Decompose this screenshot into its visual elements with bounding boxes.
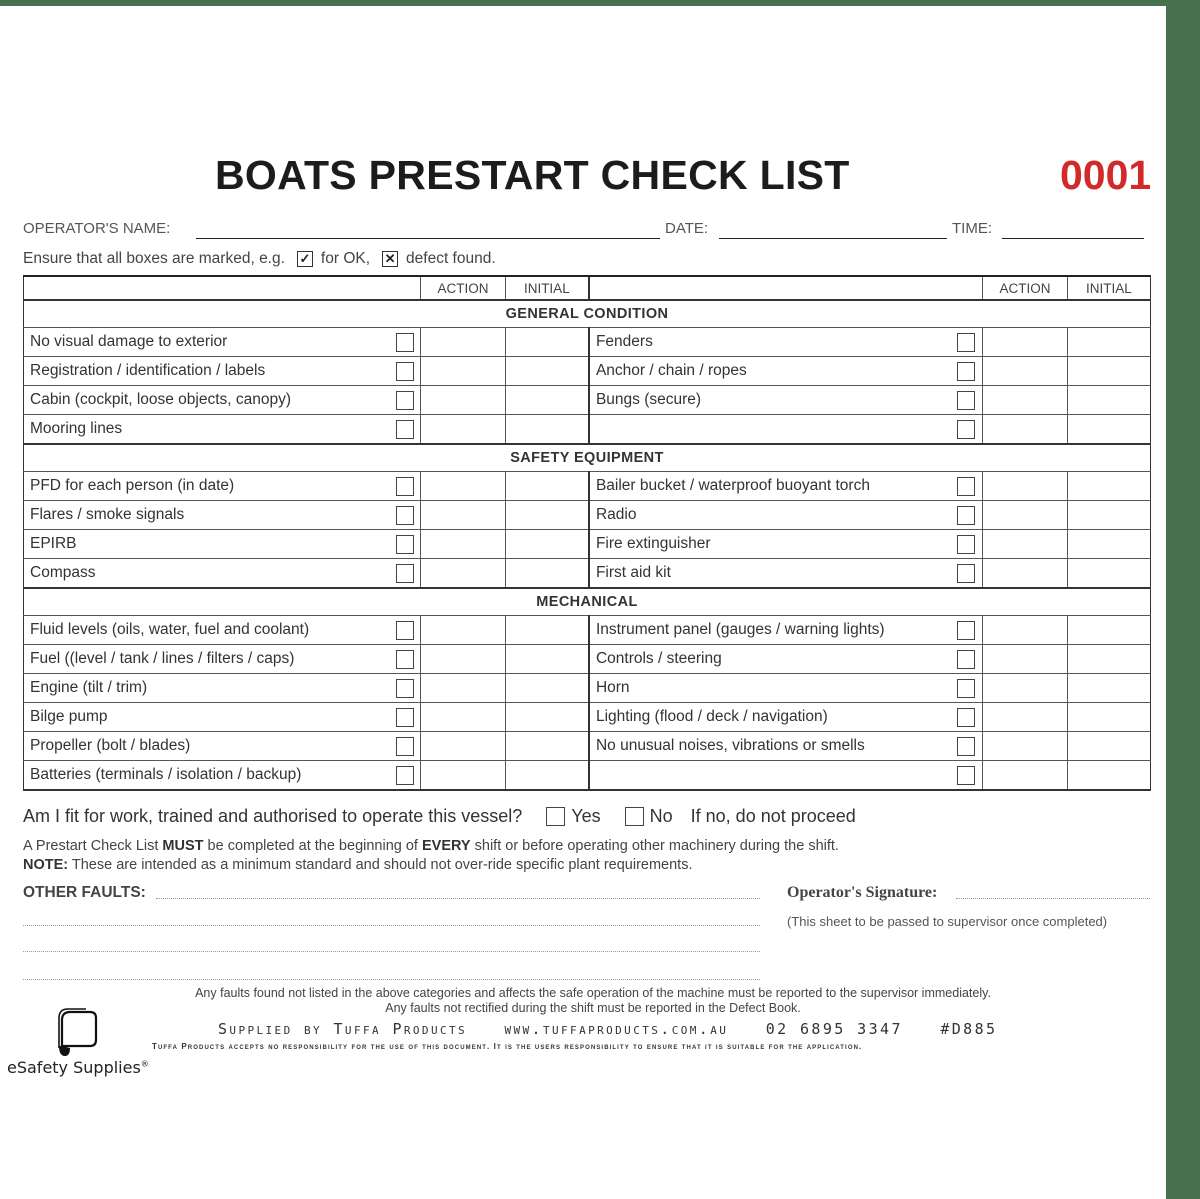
brand-name: eSafety Supplies® [7, 1058, 149, 1077]
item-label: Engine (tilt / trim) [24, 674, 390, 703]
fitness-question [23, 806, 856, 827]
checkbox-cell [951, 703, 983, 732]
checklist-row [24, 674, 1151, 703]
item-label: Controls / steering [589, 645, 951, 674]
checkbox-cell [951, 761, 983, 791]
action-cell[interactable] [421, 674, 505, 703]
item-label: Mooring lines [24, 415, 390, 445]
item-label: Fenders [589, 328, 951, 357]
action-cell[interactable] [421, 357, 505, 386]
item-label: Fuel ((level / tank / lines / filters / caps) [24, 645, 390, 674]
initial-header: INITIAL [505, 276, 589, 300]
item-label: Propeller (bolt / blades) [24, 732, 390, 761]
supplier-info [218, 1020, 1023, 1038]
checkbox-cell [951, 645, 983, 674]
item-checkbox[interactable] [396, 391, 414, 410]
checkbox-cell [951, 328, 983, 357]
item-label: First aid kit [589, 559, 951, 589]
other-faults-line-3[interactable] [23, 951, 760, 952]
item-label: Fluid levels (oils, water, fuel and coolant) [24, 616, 390, 645]
instructions-text: Ensure that all boxes are marked, e.g. [23, 250, 285, 267]
action-cell[interactable] [421, 386, 505, 415]
date-field[interactable] [719, 238, 947, 239]
page-title: BOATS PRESTART CHECK LIST [215, 152, 850, 198]
action-cell[interactable] [421, 616, 505, 645]
initial-cell[interactable] [1067, 357, 1150, 386]
initial-cell[interactable] [1067, 472, 1150, 501]
initial-cell[interactable] [505, 645, 589, 674]
item-checkbox[interactable] [396, 737, 414, 756]
checkbox-cell [951, 386, 983, 415]
item-checkbox[interactable] [396, 708, 414, 727]
item-checkbox[interactable] [957, 737, 975, 756]
checklist-row [24, 386, 1151, 415]
item-label: Fire extinguisher [589, 530, 951, 559]
item-label: Instrument panel (gauges / warning lights) [589, 616, 951, 645]
item-label: Lighting (flood / deck / navigation) [589, 703, 951, 732]
checkbox-cell [390, 530, 421, 559]
initial-cell[interactable] [1067, 645, 1150, 674]
initial-cell[interactable] [505, 732, 589, 761]
action-cell[interactable] [983, 530, 1067, 559]
item-label: Bungs (secure) [589, 386, 951, 415]
item-label: EPIRB [24, 530, 390, 559]
checkbox-cell [390, 559, 421, 589]
action-cell[interactable] [421, 645, 505, 674]
signature-note: (This sheet to be passed to supervisor once completed) [787, 914, 1108, 929]
item-label: No visual damage to exterior [24, 328, 390, 357]
checkbox-cell [390, 328, 421, 357]
check-example-icon: ✓ [297, 251, 313, 267]
initial-cell[interactable] [505, 357, 589, 386]
other-faults-line-1[interactable] [156, 898, 760, 899]
initial-cell[interactable] [505, 559, 589, 589]
checklist-row [24, 703, 1151, 732]
serial-number: 0001 [1060, 152, 1152, 198]
checkbox-cell [390, 674, 421, 703]
instructions [23, 250, 496, 268]
initial-cell[interactable] [505, 530, 589, 559]
item-checkbox[interactable] [957, 621, 975, 640]
checklist-row [24, 472, 1151, 501]
action-cell[interactable] [421, 415, 505, 445]
checkbox-cell [951, 472, 983, 501]
checklist-row [24, 530, 1151, 559]
fitness-warning: If no, do not proceed [690, 806, 856, 826]
action-cell[interactable] [983, 703, 1067, 732]
checkbox-cell [390, 415, 421, 445]
checkbox-cell [390, 732, 421, 761]
initial-cell[interactable] [1067, 530, 1150, 559]
checkbox-cell [951, 559, 983, 589]
checkbox-cell [951, 501, 983, 530]
table-header-row [24, 276, 1151, 300]
section-title: GENERAL CONDITION [24, 300, 1151, 328]
fitness-question-text: Am I fit for work, trained and authorised to operate this vessel? [23, 806, 523, 826]
initial-cell[interactable] [505, 703, 589, 732]
cross-example-icon: ✕ [382, 251, 398, 267]
item-label: Compass [24, 559, 390, 589]
item-checkbox[interactable] [396, 506, 414, 525]
item-checkbox[interactable] [396, 621, 414, 640]
checklist-row [24, 559, 1151, 589]
checkbox-cell [951, 530, 983, 559]
initial-cell[interactable] [1067, 559, 1150, 589]
signature-label: Operator's Signature: [787, 884, 938, 901]
item-label: Bailer bucket / waterproof buoyant torch [589, 472, 951, 501]
signature-field[interactable] [956, 898, 1150, 899]
checkbox-cell [951, 674, 983, 703]
action-cell[interactable] [421, 501, 505, 530]
item-checkbox[interactable] [957, 564, 975, 583]
item-checkbox[interactable] [396, 420, 414, 439]
time-label: TIME: [952, 220, 992, 237]
action-cell[interactable] [983, 386, 1067, 415]
supplied-by: Supplied by Tuffa Products [218, 1020, 468, 1038]
action-cell[interactable] [983, 501, 1067, 530]
item-checkbox[interactable] [957, 766, 975, 785]
other-faults-line-2[interactable] [23, 925, 760, 926]
initial-cell[interactable] [505, 328, 589, 357]
note-must-complete: A Prestart Check List MUST be completed at the beginning of EVERY shift or before operating other machinery during the shift. [23, 838, 839, 854]
item-checkbox[interactable] [396, 535, 414, 554]
action-cell[interactable] [421, 703, 505, 732]
action-cell[interactable] [421, 732, 505, 761]
supplier-website: www.tuffaproducts.com.au [504, 1020, 729, 1038]
time-field[interactable] [1002, 238, 1144, 239]
initial-cell[interactable] [1067, 674, 1150, 703]
item-label: Batteries (terminals / isolation / backup) [24, 761, 390, 791]
initial-cell[interactable] [1067, 761, 1150, 791]
initial-cell[interactable] [1067, 703, 1150, 732]
defect-text: defect found. [406, 250, 496, 267]
checklist-row [24, 616, 1151, 645]
checklist-row [24, 415, 1151, 445]
action-cell[interactable] [983, 357, 1067, 386]
checklist-row [24, 732, 1151, 761]
initial-cell[interactable] [505, 472, 589, 501]
item-label: Bilge pump [24, 703, 390, 732]
item-label: Cabin (cockpit, loose objects, canopy) [24, 386, 390, 415]
action-cell[interactable] [421, 328, 505, 357]
item-checkbox[interactable] [957, 679, 975, 698]
checkbox-cell [390, 386, 421, 415]
section-header [24, 300, 1151, 328]
other-faults-line-4[interactable] [23, 979, 760, 980]
item-checkbox[interactable] [957, 420, 975, 439]
disclaimer: Tuffa Products accepts no responsibility for the use of this document. It is the users responsibility to ensure that it is suitable for the application. [152, 1042, 863, 1051]
action-cell[interactable] [421, 761, 505, 791]
date-label: DATE: [665, 220, 709, 237]
item-checkbox[interactable] [957, 708, 975, 727]
checklist-row [24, 328, 1151, 357]
initial-cell[interactable] [505, 386, 589, 415]
action-cell[interactable] [421, 559, 505, 589]
checklist-row [24, 645, 1151, 674]
initial-cell[interactable] [505, 761, 589, 791]
item-label [589, 761, 951, 791]
item-label: Horn [589, 674, 951, 703]
initial-cell[interactable] [505, 674, 589, 703]
item-checkbox[interactable] [396, 362, 414, 381]
section-title: MECHANICAL [24, 588, 1151, 616]
footer-defect-book-note: Any faults not rectified during the shift must be reported in the Defect Book. [385, 1001, 801, 1015]
item-checkbox[interactable] [396, 564, 414, 583]
initial-cell[interactable] [1067, 415, 1150, 445]
action-cell[interactable] [983, 732, 1067, 761]
no-label: No [649, 806, 673, 826]
esafety-logo-icon [56, 1008, 100, 1058]
frame-border-top [0, 0, 1200, 6]
checklist-row [24, 761, 1151, 791]
form-code: #D885 [940, 1020, 998, 1038]
section-header [24, 444, 1151, 472]
item-label: No unusual noises, vibrations or smells [589, 732, 951, 761]
yes-label: Yes [571, 806, 601, 826]
section-title: SAFETY EQUIPMENT [24, 444, 1151, 472]
item-label: Anchor / chain / ropes [589, 357, 951, 386]
action-cell[interactable] [983, 472, 1067, 501]
item-checkbox[interactable] [396, 679, 414, 698]
initial-cell[interactable] [1067, 328, 1150, 357]
checkbox-cell [390, 703, 421, 732]
note-minimum-standard: NOTE: These are intended as a minimum standard and should not over-ride specific plant requirements. [23, 857, 693, 873]
initial-cell[interactable] [505, 501, 589, 530]
operator-name-label: OPERATOR'S NAME: [23, 220, 171, 237]
checkbox-cell [390, 472, 421, 501]
yes-checkbox[interactable] [546, 807, 565, 826]
item-checkbox[interactable] [957, 362, 975, 381]
supplier-phone: 02 6895 3347 [765, 1020, 903, 1038]
no-checkbox[interactable] [625, 807, 644, 826]
checklist-row [24, 501, 1151, 530]
item-checkbox[interactable] [957, 535, 975, 554]
checkbox-cell [390, 645, 421, 674]
checkbox-cell [390, 357, 421, 386]
item-checkbox[interactable] [957, 333, 975, 352]
checkbox-cell [390, 616, 421, 645]
item-checkbox[interactable] [957, 391, 975, 410]
checklist-table [23, 275, 1151, 791]
action-cell[interactable] [983, 674, 1067, 703]
action-cell[interactable] [983, 328, 1067, 357]
action-header: ACTION [421, 276, 505, 300]
checkbox-cell [951, 616, 983, 645]
action-cell[interactable] [983, 645, 1067, 674]
initial-header: INITIAL [1067, 276, 1150, 300]
checklist-row [24, 357, 1151, 386]
item-checkbox[interactable] [957, 506, 975, 525]
item-label: Radio [589, 501, 951, 530]
section-header [24, 588, 1151, 616]
other-faults-label: OTHER FAULTS: [23, 884, 146, 901]
checkbox-cell [951, 357, 983, 386]
item-label: Registration / identification / labels [24, 357, 390, 386]
checkbox-cell [390, 501, 421, 530]
action-cell[interactable] [421, 472, 505, 501]
item-label: Flares / smoke signals [24, 501, 390, 530]
footer-report-note: Any faults found not listed in the above categories and affects the safe operation of the machine must be reported to the supervisor immediately. [195, 986, 991, 1000]
operator-name-field[interactable] [196, 238, 660, 239]
item-label [589, 415, 951, 445]
action-header: ACTION [983, 276, 1067, 300]
item-checkbox[interactable] [957, 650, 975, 669]
initial-cell[interactable] [1067, 501, 1150, 530]
item-label: PFD for each person (in date) [24, 472, 390, 501]
action-cell[interactable] [983, 616, 1067, 645]
action-cell[interactable] [983, 559, 1067, 589]
initial-cell[interactable] [1067, 386, 1150, 415]
item-checkbox[interactable] [396, 650, 414, 669]
checkbox-cell [390, 761, 421, 791]
frame-border-right [1166, 0, 1200, 1199]
initial-cell[interactable] [1067, 732, 1150, 761]
initial-cell[interactable] [505, 415, 589, 445]
item-checkbox[interactable] [396, 477, 414, 496]
ok-text: for OK, [320, 250, 371, 267]
checkbox-cell [951, 415, 983, 445]
action-cell[interactable] [983, 761, 1067, 791]
initial-cell[interactable] [505, 616, 589, 645]
checkbox-cell [951, 732, 983, 761]
initial-cell[interactable] [1067, 616, 1150, 645]
item-checkbox[interactable] [396, 333, 414, 352]
action-cell[interactable] [421, 530, 505, 559]
item-checkbox[interactable] [957, 477, 975, 496]
action-cell[interactable] [983, 415, 1067, 445]
item-checkbox[interactable] [396, 766, 414, 785]
